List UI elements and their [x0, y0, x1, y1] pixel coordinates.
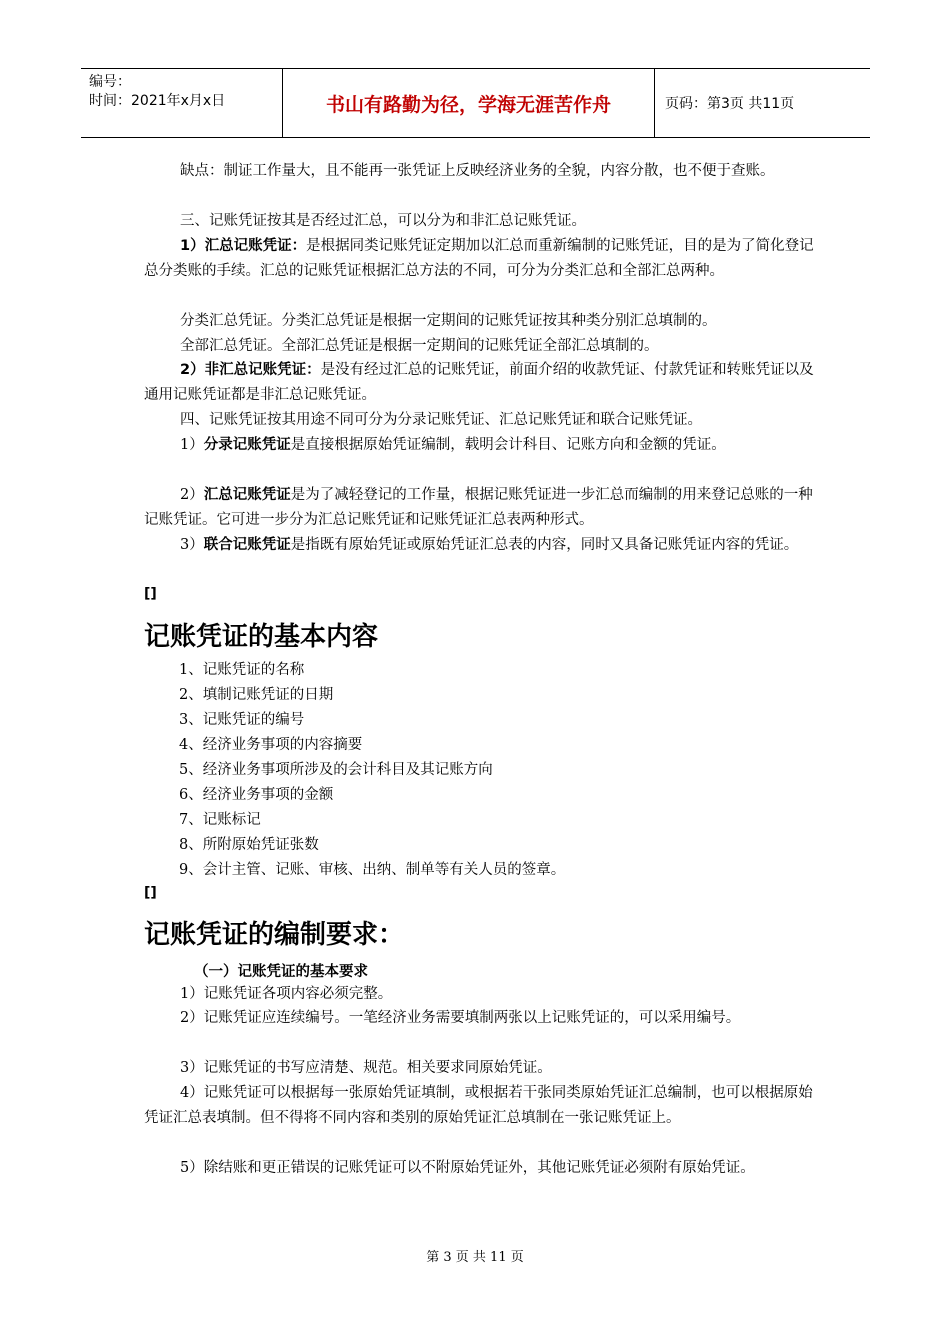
list-item: 4、经济业务事项的内容摘要	[179, 737, 363, 753]
paragraph-class: 分类汇总凭证。分类汇总凭证是根据一定期间的记账凭证按其种类分别汇总填制的。	[180, 313, 717, 329]
entry-pre: 1）	[180, 437, 204, 453]
motto: 书山有路勤为径，学海无涯苦作舟	[283, 69, 655, 137]
requirement-1: 1）记账凭证各项内容必须完整。	[180, 986, 393, 1002]
requirement-2: 2）记账凭证应连续编号。一笔经济业务需要填制两张以上记账凭证的，可以采用编号。	[180, 1010, 741, 1026]
list-item: 2、填制记账凭证的日期	[179, 687, 334, 703]
joint-pre: 3）	[180, 537, 204, 553]
joint-bold: 联合记账凭证	[203, 537, 291, 553]
page-footer: 第 3 页 共 11 页	[426, 1250, 524, 1265]
time-label: 时间：2021年x月x日	[89, 93, 226, 109]
paragraph-non	[144, 358, 814, 408]
non-text: 是没有经过汇总的记账凭证，前面介绍的收款凭证、付款凭证和转账凭证以及通用记账凭证都是非汇总记账凭证。	[144, 362, 814, 403]
page-info: 页码：第3页 共11页	[665, 96, 795, 112]
list-item: 6、经济业务事项的金额	[179, 787, 334, 803]
paragraph-sum2	[144, 483, 814, 533]
subsection-title: （一）记账凭证的基本要求	[194, 964, 368, 980]
section-title-content: 记账凭证的基本内容	[144, 622, 379, 652]
section-title-requirements: 记账凭证的编制要求：	[144, 920, 405, 950]
list-item: 7、记账标记	[179, 812, 261, 828]
sum2-bold: 汇总记账凭证	[203, 487, 291, 503]
list-item: 5、经济业务事项所涉及的会计科目及其记账方向	[179, 762, 493, 778]
marker-1: []	[144, 586, 157, 602]
list-item: 1、记账凭证的名称	[179, 662, 305, 678]
entry-text: 是直接根据原始凭证编制，载明会计科目、记账方向和金额的凭证。	[290, 437, 726, 453]
entry-bold: 分录记账凭证	[203, 437, 291, 453]
joint-text: 是指既有原始凭证或原始凭证汇总表的内容，同时又具备记账凭证内容的凭证。	[290, 537, 799, 553]
paragraph-drawback: 缺点：制证工作量大，且不能再一张凭证上反映经济业务的全貌，内容分散，也不便于查账。	[180, 163, 775, 179]
paragraph-summary	[144, 234, 814, 284]
list-item: 9、会计主管、记账、审核、出纳、制单等有关人员的签章。	[179, 862, 566, 878]
marker-2: []	[144, 885, 157, 901]
summary-text: 是根据同类记账凭证定期加以汇总而重新编制的记账凭证，目的是为了简化登记总分类账的手续。汇总的记账凭证根据汇总方法的不同，可分为分类汇总和全部汇总两种。	[144, 238, 814, 279]
requirement-3: 3）记账凭证的书写应清楚、规范。相关要求同原始凭证。	[180, 1060, 552, 1076]
number-label: 编号：	[89, 74, 131, 90]
non-bold: 2）非汇总记账凭证：	[180, 362, 321, 378]
sum2-pre: 2）	[180, 487, 204, 503]
paragraph-four: 四、记账凭证按其用途不同可分为分录记账凭证、汇总记账凭证和联合记账凭证。	[180, 412, 702, 428]
paragraph-three: 三、记账凭证按其是否经过汇总，可以分为和非汇总记账凭证。	[180, 213, 586, 229]
paragraph-entry	[144, 433, 814, 458]
paragraph-all: 全部汇总凭证。全部汇总凭证是根据一定期间的记账凭证全部汇总填制的。	[180, 338, 659, 354]
summary-bold: 1）汇总记账凭证：	[180, 238, 307, 254]
sum2-text: 是为了减轻登记的工作量，根据记账凭证进一步汇总而编制的用来登记总账的一种记账凭证。它可进一步分为汇总记账凭证和记账凭证汇总表两种形式。	[144, 487, 813, 528]
list-item: 8、所附原始凭证张数	[179, 837, 319, 853]
requirement-4: 4）记账凭证可以根据每一张原始凭证填制，或根据若干张同类原始凭证汇总编制，也可以根据原始凭证汇总表填制。但不得将不同内容和类别的原始凭证汇总填制在一张记账凭证上。	[144, 1085, 813, 1126]
header-meta	[81, 69, 283, 137]
requirement-5: 5）除结账和更正错误的记账凭证可以不附原始凭证外，其他记账凭证必须附有原始凭证。	[180, 1160, 755, 1176]
list-item: 3、记账凭证的编号	[179, 712, 305, 728]
paragraph-joint	[144, 533, 814, 558]
header-table	[81, 68, 870, 138]
